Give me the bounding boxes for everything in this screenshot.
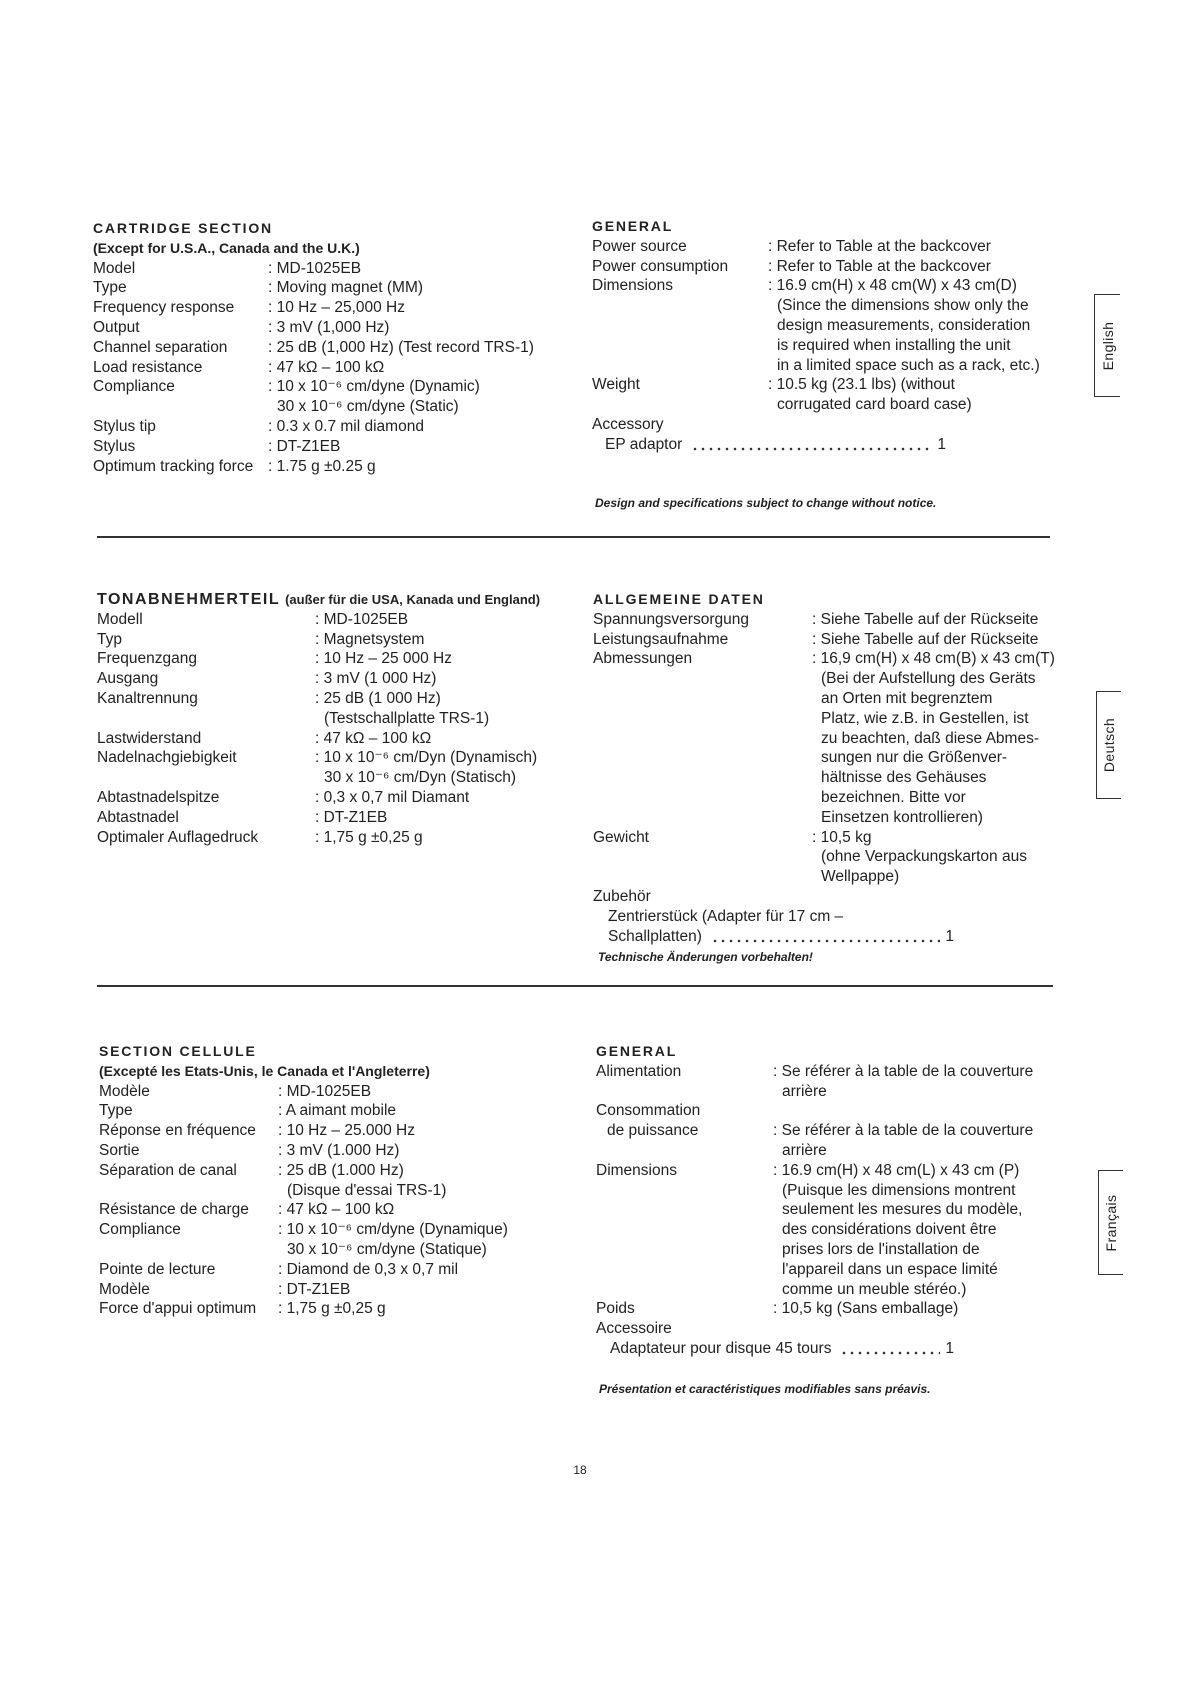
spec-label: Accessoire: [596, 1320, 672, 1338]
spec-row: [93, 318, 534, 338]
spec-row: [592, 356, 1040, 376]
section-divider: [97, 985, 1053, 987]
spec-value-continued: bezeichnen. Bitte vor: [821, 788, 966, 806]
spec-row: [593, 788, 1055, 808]
accessory-quantity: 1: [937, 435, 946, 453]
section-divider: [97, 536, 1050, 538]
spec-value: : Se référer à la table de la couverture: [773, 1062, 1034, 1080]
spec-label: Nadelnachgiebigkeit: [97, 749, 237, 767]
spec-value: : 1.75 g ±0.25 g: [268, 457, 376, 475]
spec-value-continued: is required when installing the unit: [777, 336, 1011, 354]
spec-row: [593, 887, 1055, 907]
section-title-note: (außer für die USA, Kanada und England): [285, 592, 541, 607]
spec-row: [596, 1339, 954, 1359]
spec-value-continued: des considérations doivent être: [782, 1221, 997, 1239]
spec-value-continued: (Disque d'essai TRS-1): [287, 1181, 447, 1199]
spec-row: [93, 417, 534, 437]
spec-row: [592, 435, 946, 455]
spec-label: Sortie: [99, 1141, 140, 1159]
spec-row: [99, 1101, 508, 1121]
tab-label: Deutsch: [1101, 717, 1117, 773]
spec-value-continued: l'appareil dans un espace limité: [782, 1260, 998, 1278]
spec-label: Kanaltrennung: [97, 689, 198, 707]
spec-label: Gewicht: [593, 828, 649, 846]
spec-list: [93, 259, 534, 477]
spec-row: [93, 397, 534, 417]
spec-value: : 25 dB (1 000 Hz): [315, 689, 441, 707]
spec-row: [97, 709, 540, 729]
spec-value-continued: prises lors de l'installation de: [782, 1240, 980, 1258]
spec-label: Leistungsaufnahme: [593, 630, 729, 648]
spec-value: : Moving magnet (MM): [268, 279, 424, 297]
accessory-quantity: 1: [945, 927, 954, 945]
spec-value: : DT-Z1EB: [278, 1280, 351, 1298]
spec-value: : 10 Hz – 25.000 Hz: [278, 1122, 415, 1140]
spec-row: [93, 437, 534, 457]
spec-value: : 10 Hz – 25 000 Hz: [315, 650, 452, 668]
german-general-section: [593, 590, 1055, 946]
spec-value: : 3 mV (1,000 Hz): [268, 318, 390, 336]
spec-row: [97, 689, 540, 709]
tab-label: Français: [1103, 1194, 1119, 1251]
spec-row: [592, 336, 1040, 356]
spec-value-continued: 30 x 10⁻⁶ cm/dyne (Static): [277, 398, 459, 416]
spec-value: : Siehe Tabelle auf der Rückseite: [812, 610, 1039, 628]
spec-label: Optimum tracking force: [93, 457, 254, 475]
spec-label: Consommation: [596, 1102, 701, 1120]
section-heading: [97, 590, 540, 610]
spec-label: Lastwiderstand: [97, 729, 202, 747]
spec-value: : 1,75 g ±0,25 g: [315, 828, 423, 846]
spec-value-continued: comme un meuble stéréo.): [782, 1280, 967, 1298]
spec-value: : Refer to Table at the backcover: [768, 237, 991, 255]
spec-row: [99, 1181, 508, 1201]
section-subtitle: (Except for U.S.A., Canada and the U.K.): [93, 239, 360, 256]
spec-value: : Diamond de 0,3 x 0,7 mil: [278, 1260, 459, 1278]
spec-row: [593, 867, 1055, 887]
spec-row: [97, 768, 540, 788]
spec-row: [596, 1319, 1033, 1339]
spec-value: : MD-1025EB: [268, 259, 362, 277]
spec-label: Pointe de lecture: [99, 1260, 216, 1278]
accessory-item: Adaptateur pour disque 45 tours: [610, 1339, 832, 1357]
spec-value-continued: (Testschallplatte TRS-1): [324, 709, 490, 727]
spec-row: [596, 1161, 1033, 1181]
german-cartridge-section: [97, 590, 540, 847]
spec-label: Power consumption: [592, 257, 729, 275]
spec-label: Modell: [97, 610, 143, 628]
spec-label: Frequency response: [93, 299, 235, 317]
spec-value: : 1,75 g ±0,25 g: [278, 1300, 386, 1318]
dot-leader: [840, 1339, 940, 1359]
section-title: CARTRIDGE SECTION: [93, 220, 273, 236]
spec-label: Dimensions: [596, 1161, 677, 1179]
spec-value-continued: 30 x 10⁻⁶ cm/dyne (Statique): [287, 1240, 487, 1258]
spec-row: [593, 630, 1055, 650]
spec-row: [593, 689, 1055, 709]
section-title: ALLGEMEINE DATEN: [593, 591, 765, 607]
french-cartridge-section: [99, 1042, 508, 1319]
spec-label: Résistance de charge: [99, 1201, 249, 1219]
spec-value-continued: Wellpappe): [821, 868, 900, 886]
spec-row: [97, 630, 540, 650]
spec-value: : 16.9 cm(H) x 48 cm(L) x 43 cm (P): [773, 1161, 1020, 1179]
spec-row: [97, 828, 540, 848]
english-general-section: [592, 217, 1040, 455]
french-general-section: [596, 1042, 1033, 1359]
spec-row: [99, 1299, 508, 1319]
change-notice: Technische Änderungen vorbehalten!: [598, 950, 813, 964]
spec-row: [593, 907, 1055, 927]
spec-label: Typ: [97, 630, 122, 648]
spec-row: [593, 649, 1055, 669]
spec-row: [592, 395, 1040, 415]
spec-row: [97, 788, 540, 808]
spec-row: [97, 808, 540, 828]
spec-row: [97, 610, 540, 630]
dot-leader: [691, 435, 932, 455]
spec-label: Load resistance: [93, 358, 203, 376]
spec-value-continued: sungen nur die Größenver-: [821, 749, 1008, 767]
spec-row: [99, 1220, 508, 1240]
spec-list: [593, 610, 1055, 947]
spec-label: Réponse en fréquence: [99, 1122, 256, 1140]
spec-value: : 25 dB (1,000 Hz) (Test record TRS-1): [268, 338, 534, 356]
spec-value: : 10,5 kg (Sans emballage): [773, 1300, 959, 1318]
spec-row: [596, 1260, 1033, 1280]
dot-leader: [711, 927, 940, 947]
spec-label: Force d'appui optimum: [99, 1300, 257, 1318]
section-title: GENERAL: [596, 1043, 678, 1059]
spec-row: [99, 1161, 508, 1181]
section-title: TONABNEHMERTEIL: [97, 591, 281, 608]
spec-row: [596, 1121, 1033, 1141]
spec-row: [99, 1280, 508, 1300]
spec-value-continued: (ohne Verpackungskarton aus: [821, 848, 1027, 866]
spec-value-continued: in a limited space such as a rack, etc.): [777, 356, 1040, 374]
spec-label: Modèle: [99, 1280, 150, 1298]
spec-row: [596, 1220, 1033, 1240]
spec-row: [593, 610, 1055, 630]
spec-row: [592, 237, 1040, 257]
spec-label: Channel separation: [93, 338, 228, 356]
spec-list: [97, 610, 540, 848]
spec-row: [596, 1181, 1033, 1201]
spec-value: : Magnetsystem: [315, 630, 425, 648]
spec-value-continued: zu beachten, daß diese Abmes-: [821, 729, 1039, 747]
spec-row: [593, 828, 1055, 848]
spec-row: [593, 709, 1055, 729]
spec-row: [93, 259, 534, 279]
spec-value: : 47 kΩ – 100 kΩ: [278, 1201, 395, 1219]
spec-label: Weight: [592, 376, 640, 394]
spec-row: [592, 257, 1040, 277]
spec-value: : 16.9 cm(H) x 48 cm(W) x 43 cm(D): [768, 277, 1017, 295]
spec-list: [596, 1062, 1033, 1359]
spec-row: [592, 415, 1040, 435]
spec-row: [596, 1280, 1033, 1300]
spec-row: [97, 649, 540, 669]
spec-row: [93, 377, 534, 397]
spec-row: [592, 276, 1040, 296]
spec-label: Zubehör: [593, 887, 651, 905]
spec-row: [99, 1121, 508, 1141]
spec-row: [593, 847, 1055, 867]
spec-label: Optimaler Auflagedruck: [97, 828, 259, 846]
spec-list: [592, 237, 1040, 455]
language-tab-german: [1096, 691, 1121, 799]
spec-value-continued: (Since the dimensions show only the: [777, 297, 1029, 315]
spec-row: [596, 1101, 1033, 1121]
spec-row: [596, 1141, 1033, 1161]
spec-label: Model: [93, 259, 136, 277]
spec-label: Output: [93, 318, 140, 336]
spec-value: : Siehe Tabelle auf der Rückseite: [812, 630, 1039, 648]
spec-label: Stylus: [93, 437, 136, 455]
spec-row: [593, 748, 1055, 768]
spec-value: : 10 x 10⁻⁶ cm/Dyn (Dynamisch): [315, 749, 538, 767]
language-tab-french: [1098, 1170, 1123, 1275]
spec-label: Type: [99, 1102, 133, 1120]
spec-row: [97, 669, 540, 689]
spec-row: [97, 748, 540, 768]
spec-value: : 47 kΩ – 100 kΩ: [315, 729, 432, 747]
spec-value: : Refer to Table at the backcover: [768, 257, 991, 275]
spec-value: : 10 Hz – 25,000 Hz: [268, 299, 405, 317]
spec-value-continued: 30 x 10⁻⁶ cm/Dyn (Statisch): [324, 769, 517, 787]
spec-value: : DT-Z1EB: [315, 808, 388, 826]
spec-value: : MD-1025EB: [278, 1082, 372, 1100]
spec-row: [593, 927, 954, 947]
spec-row: [592, 296, 1040, 316]
spec-value: : Se référer à la table de la couverture: [773, 1122, 1034, 1140]
spec-value: : 10 x 10⁻⁶ cm/dyne (Dynamic): [268, 378, 480, 396]
spec-row: [593, 669, 1055, 689]
spec-value: : A aimant mobile: [278, 1102, 397, 1120]
spec-value: : 47 kΩ – 100 kΩ: [268, 358, 385, 376]
spec-row: [93, 358, 534, 378]
spec-value: : 0.3 x 0.7 mil diamond: [268, 417, 424, 435]
spec-value: : 10 x 10⁻⁶ cm/dyne (Dynamique): [278, 1221, 508, 1239]
section-subtitle: (Excepté les Etats-Unis, le Canada et l'Angleterre): [99, 1062, 430, 1079]
spec-row: [596, 1082, 1033, 1102]
spec-row: [596, 1062, 1033, 1082]
spec-label: Frequenzgang: [97, 650, 197, 668]
spec-row: [93, 298, 534, 318]
spec-value: : 16,9 cm(H) x 48 cm(B) x 43 cm(T): [812, 650, 1055, 668]
spec-label: Stylus tip: [93, 417, 156, 435]
spec-label: Power source: [592, 237, 687, 255]
spec-label: Abmessungen: [593, 650, 693, 668]
spec-value-continued: design measurements, consideration: [777, 316, 1031, 334]
spec-row: [593, 729, 1055, 749]
spec-row: [592, 316, 1040, 336]
spec-value-continued: an Orten mit begrenztem: [821, 689, 993, 707]
spec-label: Dimensions: [592, 277, 673, 295]
spec-value: : 3 mV (1.000 Hz): [278, 1141, 400, 1159]
spec-sublabel: de puissance: [607, 1122, 699, 1140]
english-cartridge-section: [93, 219, 534, 476]
spec-row: [592, 375, 1040, 395]
spec-row: [593, 768, 1055, 788]
page-number: 18: [573, 1463, 587, 1477]
spec-value: : MD-1025EB: [315, 610, 409, 628]
spec-label: Ausgang: [97, 670, 159, 688]
accessory-quantity: 1: [945, 1339, 954, 1357]
spec-row: [596, 1200, 1033, 1220]
change-notice: Design and specifications subject to change without notice.: [595, 496, 937, 510]
language-tab-english: [1094, 294, 1120, 397]
spec-list: [99, 1082, 508, 1320]
spec-row: [93, 338, 534, 358]
spec-label: Compliance: [93, 378, 175, 396]
spec-label: Abtastnadel: [97, 808, 179, 826]
spec-value-continued: seulement les mesures du modèle,: [782, 1201, 1023, 1219]
tab-label: English: [1099, 321, 1116, 370]
section-title: GENERAL: [592, 218, 674, 234]
spec-row: [596, 1299, 1033, 1319]
spec-row: [93, 457, 534, 477]
spec-label: Séparation de canal: [99, 1161, 237, 1179]
spec-value: : 25 dB (1.000 Hz): [278, 1161, 404, 1179]
spec-value: : 3 mV (1 000 Hz): [315, 670, 437, 688]
spec-value-continued: Einsetzen kontrollieren): [821, 808, 983, 826]
spec-row: [97, 729, 540, 749]
spec-value-continued: arrière: [782, 1082, 827, 1100]
spec-label: Modèle: [99, 1082, 150, 1100]
accessory-item: EP adaptor: [605, 435, 683, 453]
spec-label: Accessory: [592, 415, 664, 433]
accessory-item: Schallplatten): [608, 927, 702, 945]
spec-row: [99, 1200, 508, 1220]
spec-row: [93, 278, 534, 298]
spec-row: [596, 1240, 1033, 1260]
spec-value-continued: hältnisse des Gehäuses: [821, 769, 987, 787]
spec-label: Spannungsversorgung: [593, 610, 749, 628]
spec-value-continued: corrugated card board case): [777, 396, 972, 414]
spec-row: [99, 1141, 508, 1161]
spec-value-continued: (Bei der Aufstellung des Geräts: [821, 670, 1036, 688]
spec-label: Alimentation: [596, 1062, 682, 1080]
spec-value: : 10,5 kg: [812, 828, 872, 846]
accessory-item: Zentrierstück (Adapter für 17 cm –: [608, 907, 844, 925]
spec-row: [99, 1082, 508, 1102]
spec-row: [593, 808, 1055, 828]
spec-value: : 10.5 kg (23.1 lbs) (without: [768, 376, 955, 394]
spec-label: Compliance: [99, 1221, 181, 1239]
spec-value-continued: Platz, wie z.B. in Gestellen, ist: [821, 709, 1029, 727]
spec-row: [99, 1240, 508, 1260]
spec-label: Type: [93, 279, 127, 297]
spec-value: : 0,3 x 0,7 mil Diamant: [315, 788, 470, 806]
spec-label: Abtastnadelspitze: [97, 788, 220, 806]
change-notice: Présentation et caractéristiques modifiables sans préavis.: [599, 1382, 931, 1396]
spec-value: : DT-Z1EB: [268, 437, 341, 455]
spec-label: Poids: [596, 1300, 635, 1318]
spec-row: [99, 1260, 508, 1280]
spec-value-continued: (Puisque les dimensions montrent: [782, 1181, 1016, 1199]
spec-value-continued: arrière: [782, 1141, 827, 1159]
section-title: SECTION CELLULE: [99, 1043, 257, 1059]
